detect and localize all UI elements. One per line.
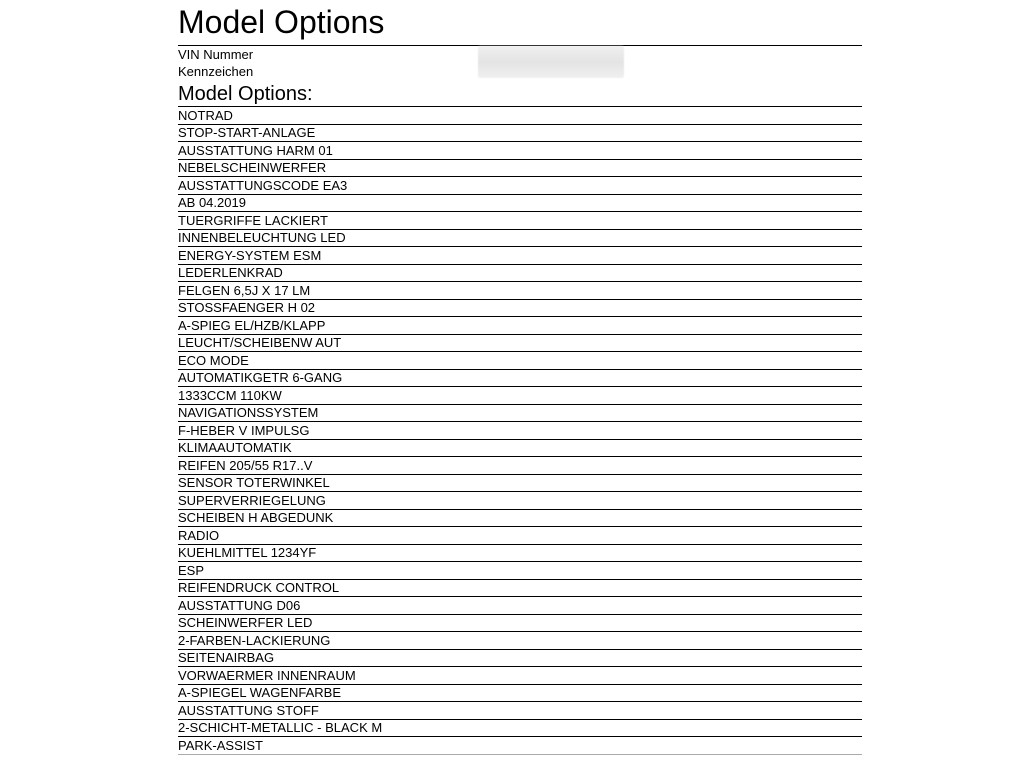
option-row: A-SPIEG EL/HZB/KLAPP [178, 317, 862, 335]
option-row: SEITENAIRBAG [178, 650, 862, 668]
option-row: KLIMAAUTOMATIK [178, 440, 862, 458]
option-row: KUEHLMITTEL 1234YF [178, 545, 862, 563]
vehicle-meta [178, 46, 862, 82]
options-list [178, 107, 862, 755]
option-row: SCHEINWERFER LED [178, 615, 862, 633]
redacted-value-block [478, 46, 624, 78]
option-row: ESP [178, 562, 862, 580]
option-row: TUERGRIFFE LACKIERT [178, 212, 862, 230]
option-row: 1333CCM 110KW [178, 387, 862, 405]
option-row: INNENBELEUCHTUNG LED [178, 230, 862, 248]
option-row: AB 04.2019 [178, 195, 862, 213]
option-row: 2-FARBEN-LACKIERUNG [178, 632, 862, 650]
option-row: REIFENDRUCK CONTROL [178, 580, 862, 598]
option-row: SCHEIBEN H ABGEDUNK [178, 510, 862, 528]
option-row: SENSOR TOTERWINKEL [178, 475, 862, 493]
option-row: LEDERLENKRAD [178, 265, 862, 283]
option-row: A-SPIEGEL WAGENFARBE [178, 685, 862, 703]
option-row: AUTOMATIKGETR 6-GANG [178, 370, 862, 388]
option-row: AUSSTATTUNG STOFF [178, 702, 862, 720]
option-row: REIFEN 205/55 R17..V [178, 457, 862, 475]
option-row: ECO MODE [178, 352, 862, 370]
option-row: STOSSFAENGER H 02 [178, 300, 862, 318]
option-row: AUSSTATTUNG D06 [178, 597, 862, 615]
option-row: RADIO [178, 527, 862, 545]
option-row: F-HEBER V IMPULSG [178, 422, 862, 440]
option-row: ENERGY-SYSTEM ESM [178, 247, 862, 265]
option-row: NAVIGATIONSSYSTEM [178, 405, 862, 423]
option-row: AUSSTATTUNGSCODE EA3 [178, 177, 862, 195]
option-row: STOP-START-ANLAGE [178, 125, 862, 143]
page-title: Model Options [178, 3, 862, 46]
option-row: VORWAERMER INNENRAUM [178, 667, 862, 685]
option-row: FELGEN 6,5J X 17 LM [178, 282, 862, 300]
option-row: PARK-ASSIST [178, 737, 862, 755]
model-options-document [178, 3, 862, 755]
option-row: LEUCHT/SCHEIBENW AUT [178, 335, 862, 353]
vin-label: VIN Nummer [178, 47, 254, 62]
option-row: NEBELSCHEINWERFER [178, 160, 862, 178]
option-row: SUPERVERRIEGELUNG [178, 492, 862, 510]
section-title: Model Options: [178, 82, 862, 107]
option-row: AUSSTATTUNG HARM 01 [178, 142, 862, 160]
plate-label: Kennzeichen [178, 64, 254, 79]
option-row: 2-SCHICHT-METALLIC - BLACK M [178, 720, 862, 738]
option-row: NOTRAD [178, 107, 862, 125]
